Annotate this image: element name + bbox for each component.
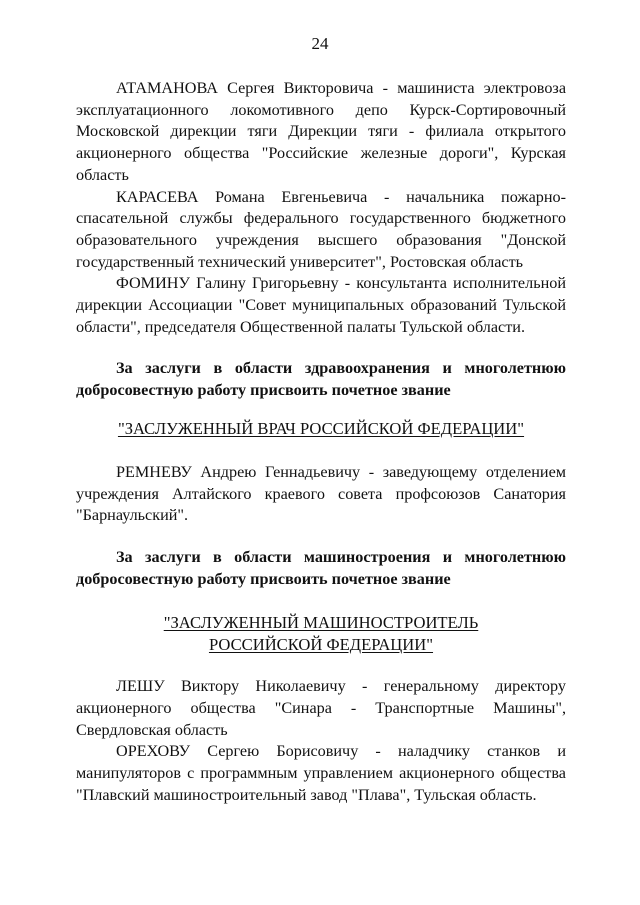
title-honored-machine-builder [76, 612, 566, 656]
page-number: 24 [311, 34, 329, 53]
title-line-1: "ЗАСЛУЖЕННЫЙ МАШИНОСТРОИТЕЛЬ [163, 613, 479, 633]
decree-machine-heading: За заслуги в области машиностроения и многолетнюю добросовестную работу присвоить почетное звание [76, 547, 566, 588]
title-line-2: РОССИЙСКОЙ ФЕДЕРАЦИИ" [208, 635, 434, 655]
award-paragraph-fomina: ФОМИНУ Галину Григорьевну - консультанта исполнительной дирекции Ассоциации "Совет муниципальных образований Тульской области", председателя Общественной палаты Тульской области. [76, 274, 566, 336]
award-paragraph-orekhov: ОРЕХОВУ Сергею Борисовичу - наладчику станков и манипуляторов с программным управлением акционерного общества "Плавский машиностроительный завод "Плава", Тульская область. [76, 742, 566, 804]
spacer [76, 590, 566, 612]
award-paragraph-lesh: ЛЕШУ Виктору Николаевичу - генеральному директору акционерного общества "Синара - Транспортные Машины", Свердловская область [76, 677, 566, 739]
spacer [76, 656, 566, 676]
award-paragraph-karasev: КАРАСЕВА Романа Евгеньевича - начальника пожарно-спасательной службы федерального государственного бюджетного образовательного учреждения высшего образования "Донской государственный технический университет", Ростовская область [76, 187, 566, 271]
spacer [76, 338, 566, 358]
award-paragraph-atamanov: АТАМАНОВА Сергея Викторовича - машиниста электровоза эксплуатационного локомотивного депо Курск-Сортировочный Московской дирекции тяги Дирекции тяги - филиала открытого акционерного общества "Российские железные дороги", Курская область [76, 79, 566, 184]
award-paragraph-remnev: РЕМНЕВУ Андрею Геннадьевичу - заведующему отделением учреждения Алтайского краевого совета профсоюзов Санатория "Барнаульский". [76, 462, 566, 525]
title-honored-doctor: "ЗАСЛУЖЕННЫЙ ВРАЧ РОССИЙСКОЙ ФЕДЕРАЦИИ" [117, 418, 525, 438]
spacer [76, 402, 566, 418]
spacer [76, 440, 566, 462]
document-body [76, 78, 566, 807]
spacer [76, 527, 566, 547]
decree-health-heading: За заслуги в области здравоохранения и многолетнюю добросовестную работу присвоить почетное звание [76, 359, 566, 400]
